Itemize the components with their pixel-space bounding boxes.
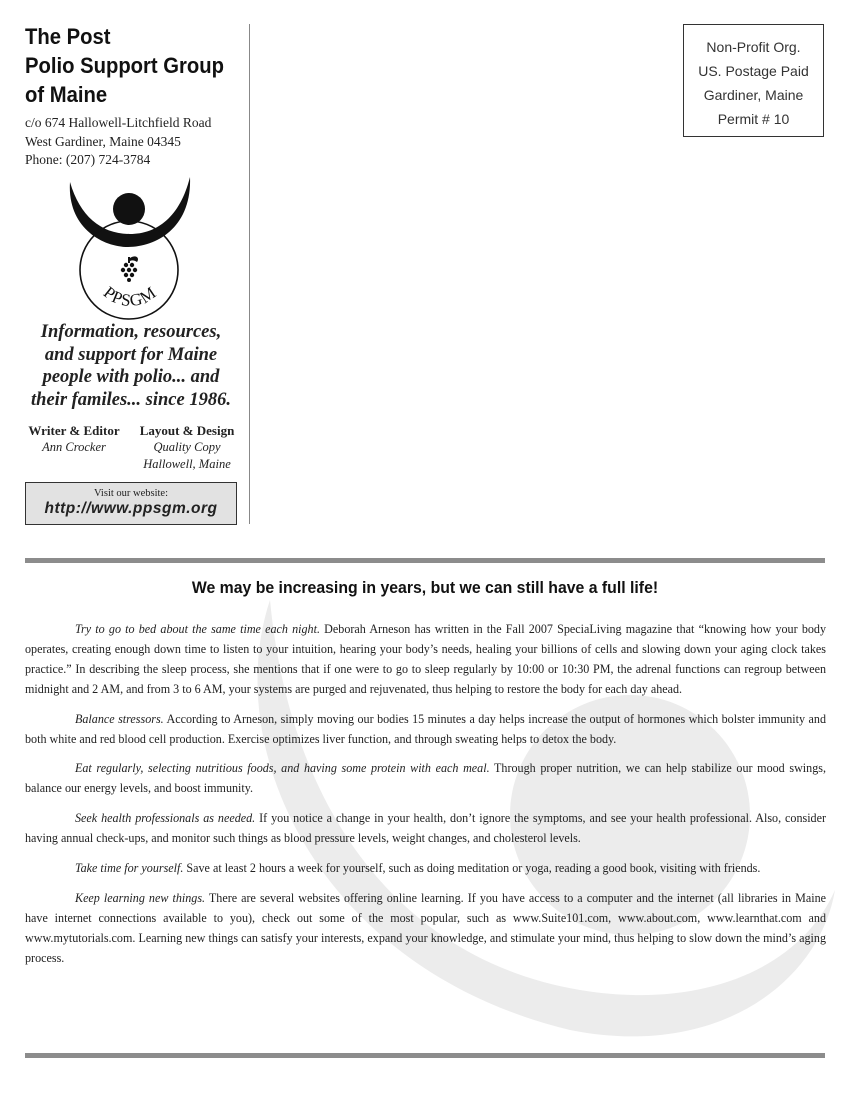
tagline-line: people with polio... and [42,367,220,387]
layout-line: Hallowell, Maine [143,457,231,471]
paragraph-lead: Seek health professionals as needed. [75,811,256,826]
writer-credit [19,423,129,456]
organization-title [25,22,227,109]
paragraph-text: Deborah Arneson has written in the Fall 2007 SpeciaLiving magazine that “knowing how your body operates, creating enough down time to listen to your intuition, hearing your body’s needs, healing your billions of cells and slowing down your aging clock takes practice.” In describing the sleep process, she mentions that if one were to go to sleep regularly by 10:00 or 10:30 PM, the adrenal functions can regroup between midnight and 2 AM, and from 3 to 6 AM, your systems are purged and rejuvenated, thus helping to restore the body for each day ahead. [25,622,827,696]
postage-line: Permit # 10 [717,111,790,127]
bottom-rule [25,1053,825,1058]
paragraph [25,889,826,969]
paragraph-text: According to Arneson, simply moving our bodies 15 minutes a day helps increase the output of hormones which bolster immunity and both white and red blood cell production. Exercise optimizes liver function, and through sweating helps to detox the body. [25,711,826,746]
paragraph-text: There are several websites offering online learning. If you have access to a computer and the internet (all libraries in Maine have internet connections available to you), check out some of the most popular, such as www.Suite101.com, www.about.com, www.learnthat.com and www.mytutorials.com. Learning new things can satisfy your interests, expand your knowledge, and stimulate your mind, thus helping to slow down the mind’s aging process. [25,890,826,965]
title-line: of Maine [25,82,108,107]
title-line: The Post [25,24,111,49]
ppsgm-logo-icon [62,172,197,322]
address-line: West Gardiner, Maine 04345 [25,133,181,149]
website-link[interactable]: http://www.ppsgm.org [44,500,218,517]
paragraph [25,620,826,700]
website-box [25,482,237,525]
article-body [25,620,826,979]
tagline-line: their familes... since 1986. [31,389,231,410]
website-label: Visit our website: [93,488,169,499]
paragraph-lead: Try to go to bed about the same time each night. [75,622,320,636]
paragraph-text: Save at least 2 hours a week for yourself, such as doing meditation or yoga, reading a good book, visiting with friends. [183,861,761,876]
postage-indicia [683,24,824,137]
paragraph [25,710,826,750]
layout-heading: Layout & Design [139,423,235,438]
layout-line: Quality Copy [153,440,221,454]
paragraph [25,809,826,849]
svg-text:PPSGM [100,282,160,310]
postage-line: US. Postage Paid [698,63,809,79]
paragraph-text: Through proper nutrition, we can help stabilize our mood swings, balance our energy levels, and boost immunity. [25,761,826,796]
mailing-address [25,114,255,170]
paragraph-lead: Take time for yourself. [75,861,184,876]
logo-text: PPSGM [99,282,161,311]
tagline-line: and support for Maine [44,344,218,365]
paragraph [25,859,826,879]
writer-name: Ann Crocker [42,440,106,454]
tagline-line: Information, resources, [40,322,222,342]
article-headline: We may be increasing in years, but we can still have a full life! [191,578,659,597]
postage-line: Gardiner, Maine [703,87,804,103]
address-line: c/o 674 Hallowell-Litchfield Road [25,115,212,130]
paragraph-lead: Balance stressors. [75,711,164,726]
paragraph [25,759,826,799]
paragraph-lead: Eat regularly, selecting nutritious foods, and having some protein with each meal. [75,761,490,776]
paragraph-text: If you notice a change in your health, don’t ignore the symptoms, and see your health professional. Also, consider having annual check-ups, and monitor such things as blood pressure levels, weight changes, and cholesterol levels. [25,811,827,846]
paragraph-lead: Keep learning new things. [75,890,206,905]
tagline [20,321,242,411]
layout-credit [132,423,242,473]
postage-line: Non-Profit Org. [706,39,801,55]
writer-heading: Writer & Editor [28,423,120,438]
address-line: Phone: (207) 724-3784 [25,152,151,167]
title-line: Polio Support Group [25,53,225,78]
column-divider [249,24,250,524]
top-rule [25,558,825,563]
